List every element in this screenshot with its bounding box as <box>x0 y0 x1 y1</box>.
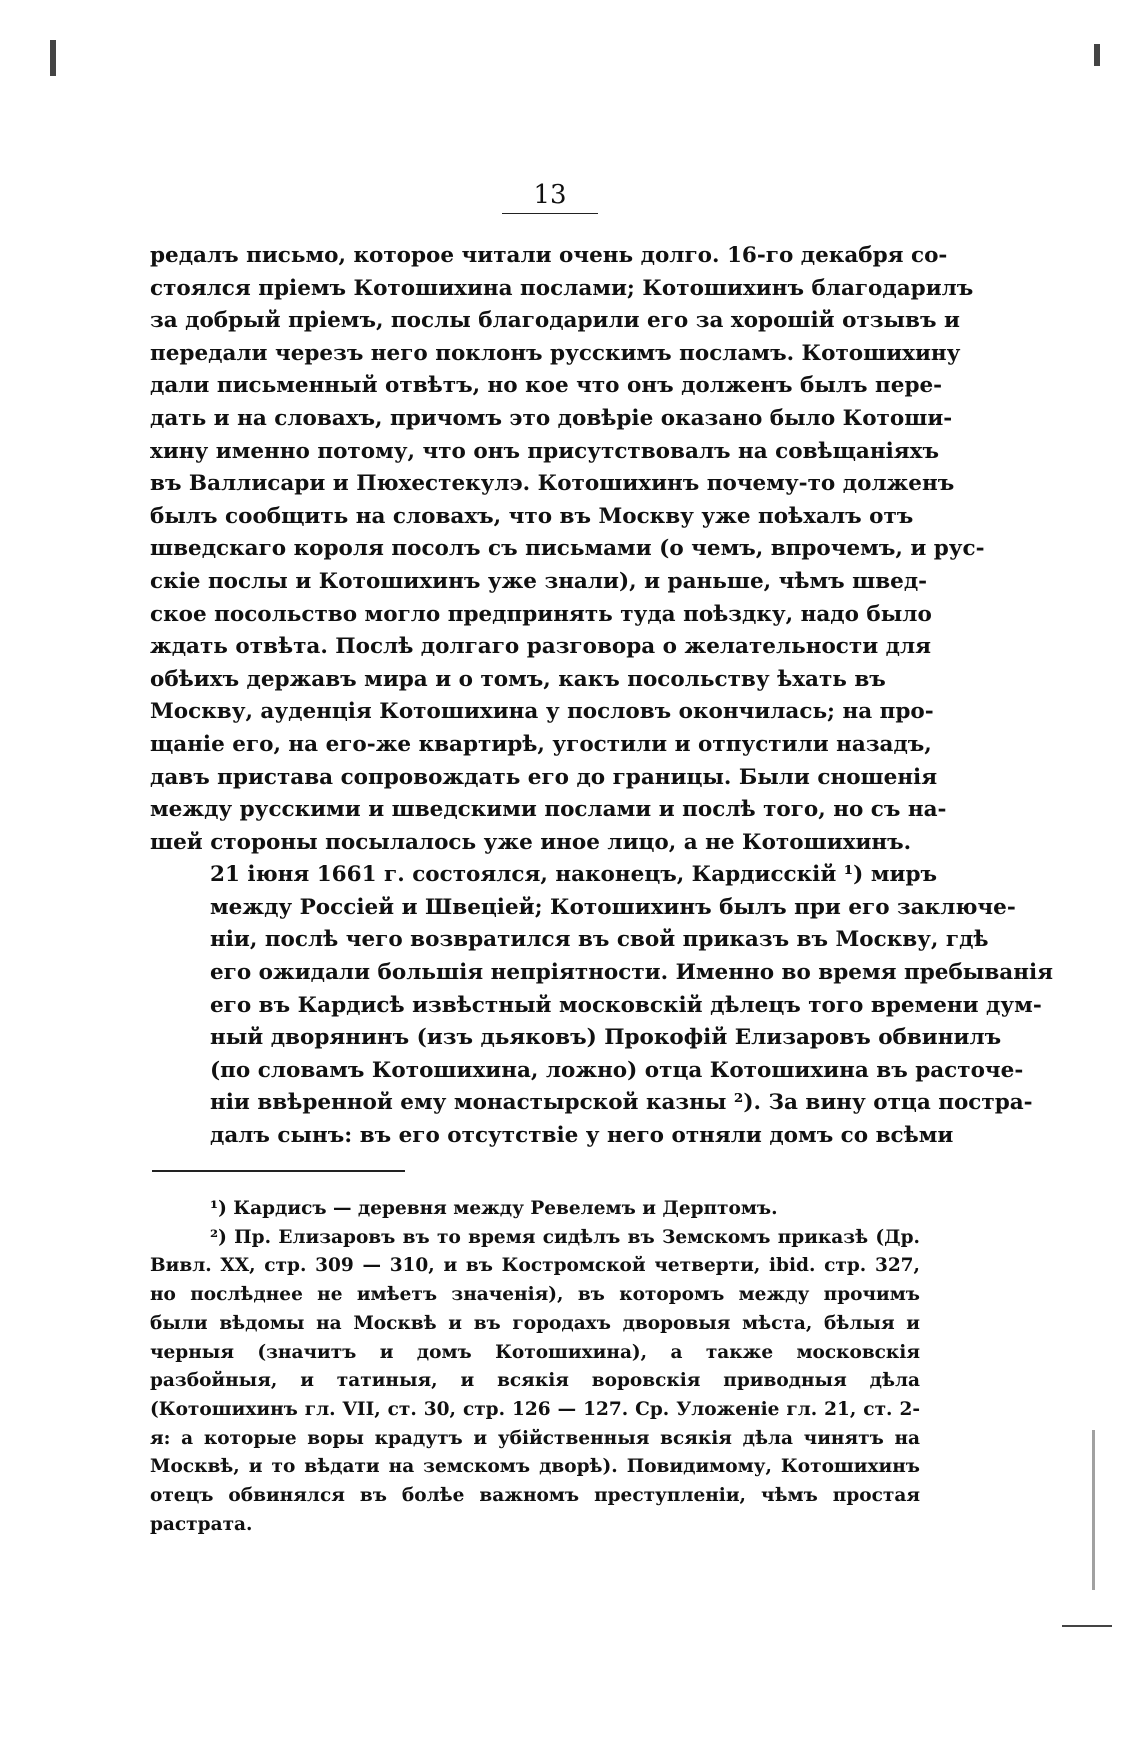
text-line: стоялся пріемъ Котошихина послами; Котошихинъ благодарилъ <box>150 275 974 301</box>
text-line: редалъ письмо, которое читали очень долго. 16-го декабря со- <box>150 243 948 268</box>
text-line: въ Валлисари и Пюхестекулэ. Котошихинъ почему-то долженъ <box>150 471 955 497</box>
scan-artifact <box>1094 44 1100 66</box>
page-number-rule <box>502 213 598 214</box>
text-line: далъ сынъ: въ его отсутствіе у него отняли домъ со всѣми <box>210 1123 954 1149</box>
text-line: давъ пристава сопровождать его до границы. Были сношенія <box>150 764 938 790</box>
text-line: дали письменный отвѣтъ, но кое что онъ долженъ былъ пере- <box>150 373 943 399</box>
paragraph-1 <box>150 240 985 859</box>
text-line: его въ Кардисѣ извѣстный московскій дѣлецъ того времени дум- <box>210 992 1042 1018</box>
text-line: 21 іюня 1661 г. состоялся, наконецъ, Кардисскій ¹) миръ <box>210 862 937 888</box>
text-line: ждать отвѣта. Послѣ долгаго разговора о желательности для <box>150 634 932 660</box>
text-line: между русскими и шведскими послами и послѣ того, но съ на- <box>150 797 947 823</box>
footnote-rule <box>152 1170 405 1172</box>
scan-artifact <box>1062 1625 1112 1627</box>
main-text <box>150 240 1053 1153</box>
text-line: обѣихъ державъ мира и о томъ, какъ посольству ѣхать въ <box>150 666 886 692</box>
text-line: шей стороны посылалось уже иное лицо, а не Котошихинъ. <box>150 829 912 855</box>
text-line: передали черезъ него поклонъ русскимъ посламъ. Котошихину <box>150 340 961 366</box>
text-line: хину именно потому, что онъ присутствовалъ на совѣщаніяхъ <box>150 438 939 464</box>
text-line: щаніе его, на его-же квартирѣ, угостили и отпустили назадъ, <box>150 731 932 757</box>
text-line: скіе послы и Котошихинъ уже знали), и раньше, чѣмъ швед- <box>150 568 928 594</box>
text-line: между Россіей и Швеціей; Котошихинъ былъ при его заключе- <box>210 894 1016 920</box>
paragraph-2 <box>150 859 1053 1152</box>
footnote-1: ¹) Кардисъ — деревня между Ревелемъ и Дерптомъ. <box>210 1198 778 1219</box>
scan-artifact <box>1092 1430 1095 1590</box>
page-number: 13 <box>533 180 567 210</box>
text-line: ный дворянинъ (изъ дьяковъ) Прокофій Елизаровъ обвинилъ <box>210 1025 1002 1051</box>
scan-artifact <box>50 40 56 76</box>
footnote-2: ²) Пр. Елизаровъ въ то время сидѣлъ въ Земскомъ приказѣ (Др. Вивл. XX, стр. 309 — 310, и въ Костромской четверти, ibid. стр. 327, но послѣднее не имѣетъ значенія), въ которомъ между прочимъ были вѣдомы на Москвѣ и въ городахъ дворовыя мѣста, бѣлыя и черныя (значитъ и домъ Котошихина), а также московскія разбойныя, и татиныя, и всякія воровскія приводныя дѣла (Котошихинъ гл. VII, ст. 30, стр. 126 — 127. Ср. Уложеніе гл. 21, ст. 2-я: а которые воры крадутъ и убійственныя всякія дѣла чинятъ на Москвѣ, и то вѣдати на земскомъ дворѣ). Повидимому, Котошихинъ отецъ обвинялся въ болѣе важномъ преступленіи, чѣмъ простая растрата. <box>150 1226 920 1535</box>
text-line: ское посольство могло предпринять туда поѣздку, надо было <box>150 601 932 627</box>
text-line: ніи, послѣ чего возвратился въ свой приказъ въ Москву, гдѣ <box>210 927 989 953</box>
text-line: его ожидали большія непріятности. Именно во время пребыванія <box>210 960 1053 986</box>
text-line: ніи ввѣренной ему монастырской казны ²). За вину отца постра- <box>210 1090 1033 1116</box>
text-line: дать и на словахъ, причомъ это довѣріе оказано было Котоши- <box>150 405 953 431</box>
text-line: за добрый пріемъ, послы благодарили его за хорошій отзывъ и <box>150 308 960 334</box>
text-line: (по словамъ Котошихина, ложно) отца Котошихина въ расточе- <box>210 1057 1024 1083</box>
footnotes <box>150 1195 920 1539</box>
text-line: шведскаго короля посолъ съ письмами (о чемъ, впрочемъ, и рус- <box>150 536 985 562</box>
text-line: Москву, ауденція Котошихина у пословъ окончилась; на про- <box>150 699 934 725</box>
text-line: былъ сообщить на словахъ, что въ Москву уже поѣхалъ отъ <box>150 503 914 529</box>
